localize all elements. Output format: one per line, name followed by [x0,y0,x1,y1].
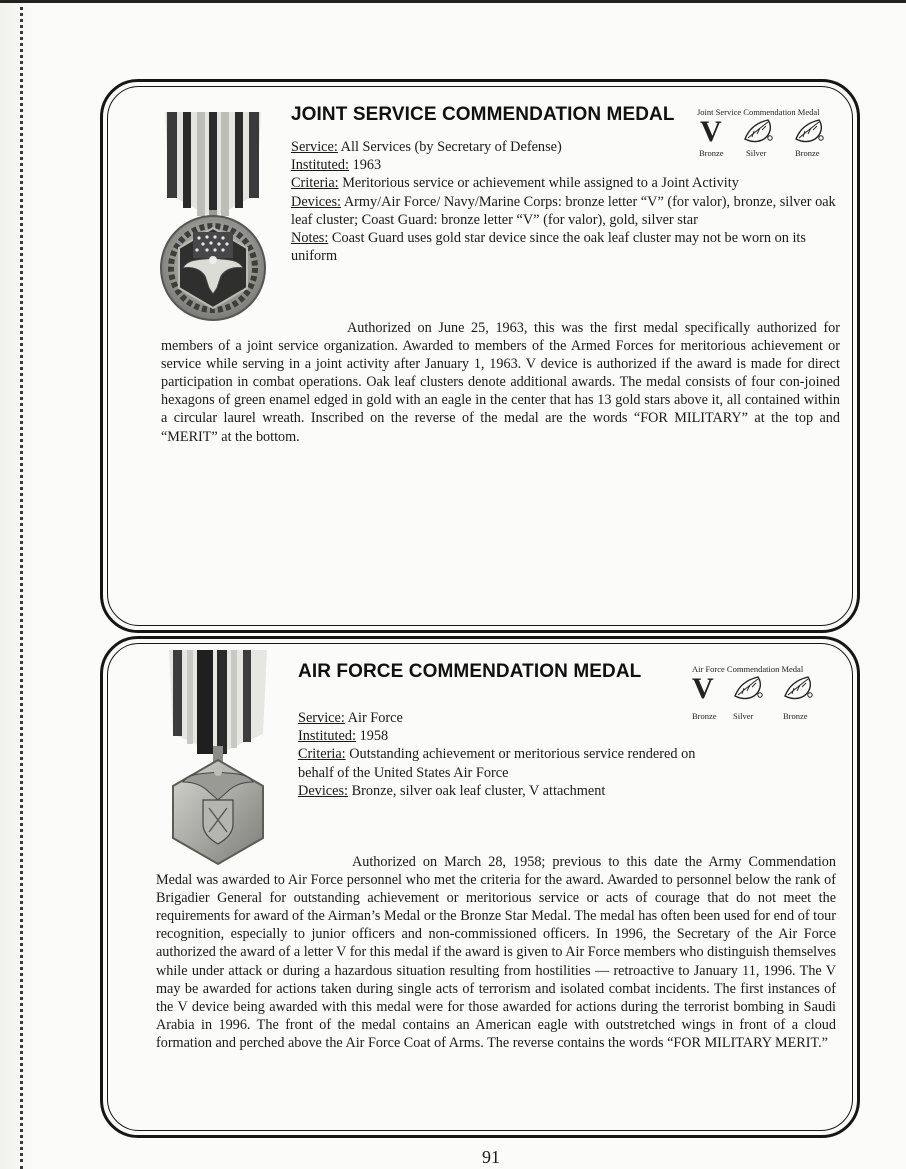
v-device-icon: V [700,115,722,148]
fact-devices: Devices: Army/Air Force/ Navy/Marine Corps: bronze letter “V” (for valor), bronze, silver oak leaf cluster; Coast Guard: bronze letter “V” (for valor), gold, silver star [291,193,836,228]
medal-description-joint-service: Authorized on June 25, 1963, this was the first medal specifically authorized for members of a joint service organization. Awarded to members of the Armed Forces for meritorious achievement or service while serving in a joint activity after January 1, 1963. V device is authorized if the award is made for direct participation in combat operations. Oak leaf clusters denote additional awards. The medal consists of four con-joined hexagons of green enamel edged in gold with an eagle in the center that has 13 gold stars above it, all contained within a circular laurel wreath. Inscribed on the reverse of the medal are the words “FOR MILITARY” at the top and “MERIT” at the bottom. [161,320,840,445]
medal-facts-joint-service [291,138,836,265]
fact-instituted: Instituted: 1958 [298,728,389,745]
fact-devices: Devices: Bronze, silver oak leaf cluster, V attachment [298,782,606,799]
ribbon-joint-service [165,112,261,218]
fact-notes: Notes: Coast Guard uses gold star device since the oak leaf cluster may not be worn on its uniform [291,230,806,265]
oak-leaf-cluster-icon [732,674,766,702]
device-legend-title: Joint Service Commendation Medal [697,107,820,117]
device-caption: Silver [746,148,767,158]
oak-leaf-cluster-icon [782,674,816,702]
ribbon-air-force [169,650,267,754]
device-caption: Bronze [783,711,808,721]
binding-margin [0,0,34,1169]
fact-service: Service: All Services (by Secretary of Defense) [291,139,562,155]
medal-title-air-force: AIR FORCE COMMENDATION MEDAL [298,661,642,682]
device-caption: Silver [733,711,754,721]
medal-description-air-force: Authorized on March 28, 1958; previous to this date the Army Commendation Medal was awarded to Air Force personnel who met the criteria for the award. Awarded to personnel below the rank of Brigadier General for outstanding achievement or meritorious service or acts of courage that do not meet the requirements for award of the Airman’s Medal or the Bronze Star Medal. The medal has often been used for end of tour recognition, especially to junior officers and non-commissioned officers. In 1996, the Secretary of the Air Force authorized the award of a letter V for this medal if the award is given to Air Force members who distinguish themselves while under attack or during a hazardous situation resulting from hostilities — retroactive to January 11, 1996. The V may be awarded for actions taken during single acts of terrorism and isolated combat incidents. The first instances of the V device being awarded with this medal were for those awarded for actions during the terrorist bombing in Saudi Arabia in 1996. The front of the medal contains an American eagle with outstretched wings in front of a cloud formation and perched above the Air Force Coat of Arms. The reverse contains the words “FOR MILITARY MERIT.” [156,854,836,1051]
device-caption: Bronze [699,148,724,158]
joint-service-medal-image [157,110,269,324]
top-rule [0,0,906,3]
medal-facts-air-force [298,709,728,800]
fact-instituted: Instituted: 1963 [291,157,382,174]
device-caption: Bronze [692,711,717,721]
page-number: 91 [482,1147,500,1167]
device-legend-title: Air Force Commendation Medal [692,664,804,674]
air-force-medal-image [163,648,273,868]
medal-title-joint-service: JOINT SERVICE COMMENDATION MEDAL [291,104,675,125]
fact-criteria: Criteria: Outstanding achievement or meritorious service rendered on behalf of the United States Air Force [298,746,696,781]
fact-service: Service: Air Force [298,710,403,726]
fact-criteria: Criteria: Meritorious service or achievement while assigned to a Joint Activity [291,175,739,192]
binding-holes [20,0,23,1169]
device-caption: Bronze [795,148,820,158]
v-device-icon: V [692,672,714,705]
